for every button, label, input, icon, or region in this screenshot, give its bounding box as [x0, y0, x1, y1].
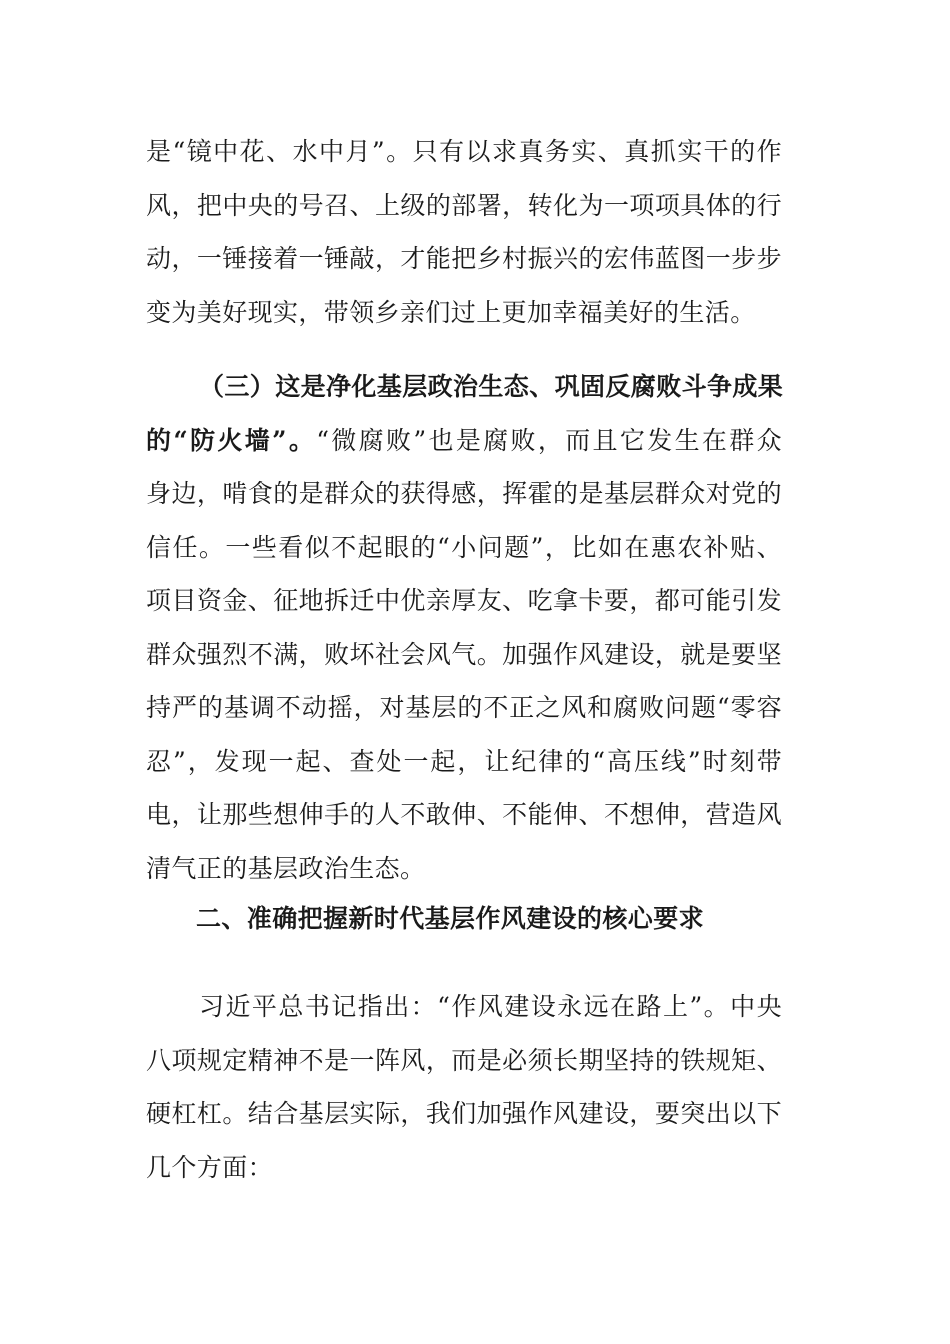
subheading-line: （三）这是净化基层政治生态、巩固反腐败斗争成果 — [199, 372, 784, 401]
paragraph-line: 是“镜中花、水中月”。只有以求真务实、真抓实干的作 — [146, 137, 782, 166]
paragraph-3 — [146, 980, 782, 1194]
paragraph-line: 习近平总书记指出：“作风建设永远在路上”。中央 — [199, 992, 782, 1021]
paragraph-line: 清气正的基层政治生态。 — [146, 853, 426, 883]
paragraph-2 — [146, 360, 782, 895]
paragraph-line: 项目资金、征地拆迁中优亲厚友、吃拿卡要，都可能引发 — [146, 586, 782, 615]
paragraph-line: 动，一锤接着一锤敲，才能把乡村振兴的宏伟蓝图一步步 — [146, 244, 782, 273]
paragraph-line: 几个方面： — [146, 1152, 274, 1182]
section-heading: 二、准确把握新时代基层作风建设的核心要求 — [196, 904, 705, 933]
paragraph-line: 硬杠杠。结合基层实际，我们加强作风建设，要突出以下 — [146, 1099, 782, 1128]
paragraph-line: 信任。一些看似不起眼的“小问题”，比如在惠农补贴、 — [146, 532, 782, 562]
paragraph-text: “微腐败”也是腐败，而且它发生在群众 — [316, 425, 783, 455]
paragraph-line: 变为美好现实，带领乡亲们过上更加幸福美好的生活。 — [146, 297, 756, 327]
paragraph-line: 电，让那些想伸手的人不敢伸、不能伸、不想伸，营造风 — [146, 800, 782, 829]
paragraph-line: 风，把中央的号召、上级的部署，转化为一项项具体的行 — [146, 190, 782, 220]
paragraph-line: 身边，啃食的是群众的获得感，挥霍的是基层群众对党的 — [146, 479, 782, 508]
paragraph-line: 忍”，发现一起、查处一起，让纪律的“高压线”时刻带 — [146, 746, 782, 776]
subheading-tail: 的“防火墙”。 — [146, 425, 317, 455]
paragraph-line-mixed — [146, 414, 782, 468]
paragraph-line: 群众强烈不满，败坏社会风气。加强作风建设，就是要坚 — [146, 639, 782, 669]
paragraph-line: 八项规定精神不是一阵风，而是必须长期坚持的铁规矩、 — [146, 1045, 782, 1075]
paragraph-1 — [146, 125, 782, 339]
paragraph-line: 持严的基调不动摇，对基层的不正之风和腐败问题“零容 — [146, 693, 782, 722]
